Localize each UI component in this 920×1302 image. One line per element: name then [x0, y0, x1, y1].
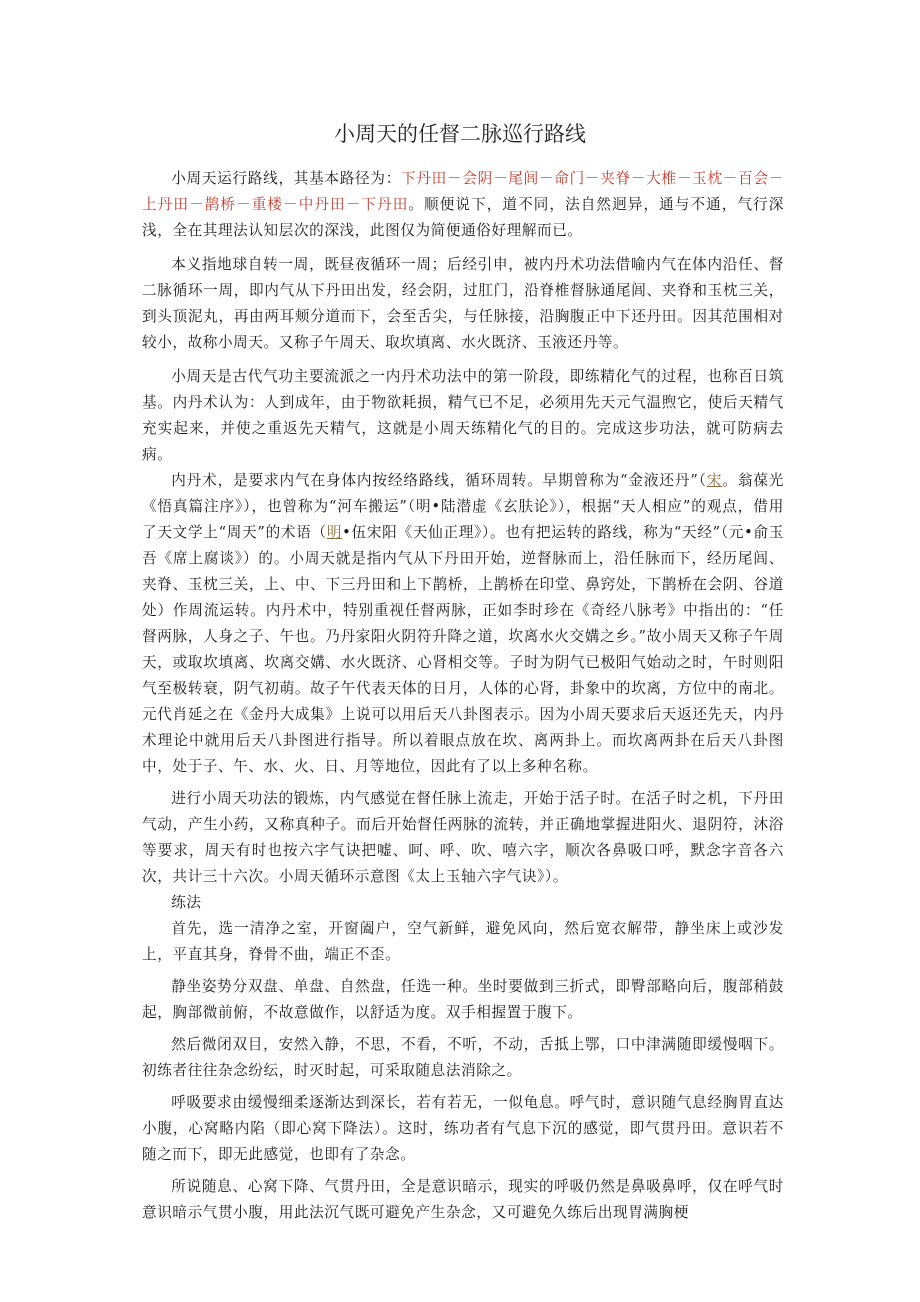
text-run: •伍宋阳《天仙正理》）。也有把运转的路线，称为“天经”（元•俞玉吾《席上腐谈》）的。小周天就是指内气从下丹田开始，逆督脉而上，沿任脉而下，经历尾闾、夹脊、玉枕三关，上、中、下三丹田和上下鹊桥，上鹊桥在印堂、鼻窍处，下鹊桥在会阴、谷道处）作周流运转。内丹术中，特别重视任督两脉，正如李时珍在《奇经八脉考》中指出的：“任督两脉，人身之子、午也。乃丹家阳火阴符升降之道，坎离水火交媾之乡。”故小周天又称子午周天，或取坎填离、坎离交媾、水火既济、心肾相交等。子时为阴气已极阳气始动之时，午时则阳气至极转衰，阴气初萌。故子午代表天体的日月，人体的心肾，卦象中的坎离，方位中的南北。元代肖延之在《金丹大成集》上说可以用后天八卦图表示。因为小周天要求后天返还先天，内丹术理论中就用后天八卦图进行指导。所以着眼点放在坎、离两卦上。而坎离两卦在后天八卦图中，处于子、午、水、火、日、月等地位，因此有了以上多种名称。	[142, 524, 784, 775]
route-highlight: 下丹田－会阴－尾闾－命门－夹脊－大椎－玉枕－百会－上丹田－鹊桥－重楼－中丹田－下丹田	[142, 170, 784, 213]
text-run: 然后微闭双目，安然入静，不思，不看，不听，不动，舌抵上鄂，口中津满随即缓慢咽下。初练者往往杂念纷纭，时灭时起，可采取随息法消除之。	[142, 1036, 784, 1079]
text-run: 。顺便说下，道不同，法自然迥异，通与不通，气行深浅，全在其理法认知层次的深浅，此图仅为简便通俗好理解而已。	[142, 196, 784, 239]
document-body	[142, 160, 784, 1226]
document-title: 小周天的任督二脉巡行路线	[334, 122, 586, 146]
text-run: 。翁葆光《悟真篇注序》），也曾称为“河车搬运”（明•陆潜虚《玄肤论》），根据“天人相应”的观点，借用了天文学上“周天”的术语（	[142, 472, 784, 541]
text-run: 练法	[171, 894, 202, 911]
text-run: 呼吸要求由缓慢细柔逐渐达到深长，若有若无，一似龟息。呼气时，意识随气息经胸胃直达小腹，心窝略内陷（即心窝下降法）。这时，练功者有气息下沉的感觉，即气贯丹田。意识若不随之而下，即无此感觉，也即有了杂念。	[142, 1094, 784, 1163]
paragraph-foundation	[142, 364, 784, 468]
paragraph-calm	[142, 1032, 784, 1084]
paragraph-breathing	[142, 1090, 784, 1168]
link-ming[interactable]: 明	[326, 524, 343, 541]
link-song[interactable]: 宋	[706, 472, 723, 489]
text-run: 小周天是古代气功主要流派之一内丹术功法中的第一阶段，即练精化气的过程，也称百日筑基。内丹术认为：人到成年，由于物欲耗损，精气已不足，必须用先天元气温煦它，使后天精气充实起来，并使之重返先天精气，这就是小周天练精化气的目的。完成这步功法，就可防病去病。	[142, 368, 784, 463]
text-run: 静坐姿势分双盘、单盘、自然盘，任选一种。坐时要做到三折式，即臀部略向后，腹部稍鼓起，胸部微前俯，不故意做作，以舒适为度。双手相握置于腹下。	[142, 978, 784, 1021]
paragraph-definition	[142, 252, 784, 356]
paragraph-route	[142, 166, 784, 244]
paragraph-posture	[142, 974, 784, 1026]
text-run: 内丹术，是要求内气在身体内按经络路线，循环周转。早期曾称为“金液还丹”（	[171, 472, 707, 489]
text-run: 进行小周天功法的锻炼，内气感觉在督任脉上流走，开始于活子时。在活子时之机，下丹田气动，产生小药，又称真种子。而后开始督任两脉的流转，并正确地掌握进阳火、退阴符，沐浴等要求，周天有时也按六字气诀把嘘、呵、呼、吹、嘻六字，顺次各鼻吸口呼，默念字音各六次，共计三十六次。小周天循环示意图《太上玉轴六字气诀》）。	[142, 790, 784, 885]
text-run: 小周天运行路线，其基本路径为：	[171, 170, 402, 187]
text-run: 本义指地球自转一周，既昼夜循环一周；后经引申，被内丹术功法借喻内气在体内沿任、督二脉循环一周，即内气从下丹田出发，经会阴，过肛门，沿脊椎督脉通尾闾、夹脊和玉枕三关，到头顶泥丸，再由两耳颊分道而下，会至舌尖，与任脉接，沿胸腹正中下还丹田。因其范围相对较小，故称小周天。又称子午周天、取坎填离、水火既济、玉液还丹等。	[142, 256, 784, 351]
paragraph-neidan	[142, 468, 784, 780]
section-heading-method	[142, 890, 784, 916]
paragraph-practice	[142, 786, 784, 890]
paragraph-room	[142, 916, 784, 968]
text-run: 首先，选一清净之室，开窗阖户，空气新鲜，避免风向，然后宽衣解带，静坐床上或沙发上，平直其身，脊骨不曲，端正不歪。	[142, 920, 784, 963]
paragraph-suggestion	[142, 1174, 784, 1226]
text-run: 所说随息、心窝下降、气贯丹田，全是意识暗示，现实的呼吸仍然是鼻吸鼻呼，仅在呼气时意识暗示气贯小腹，用此法沉气既可避免产生杂念，又可避免久练后出现胃满胸梗	[142, 1178, 784, 1221]
